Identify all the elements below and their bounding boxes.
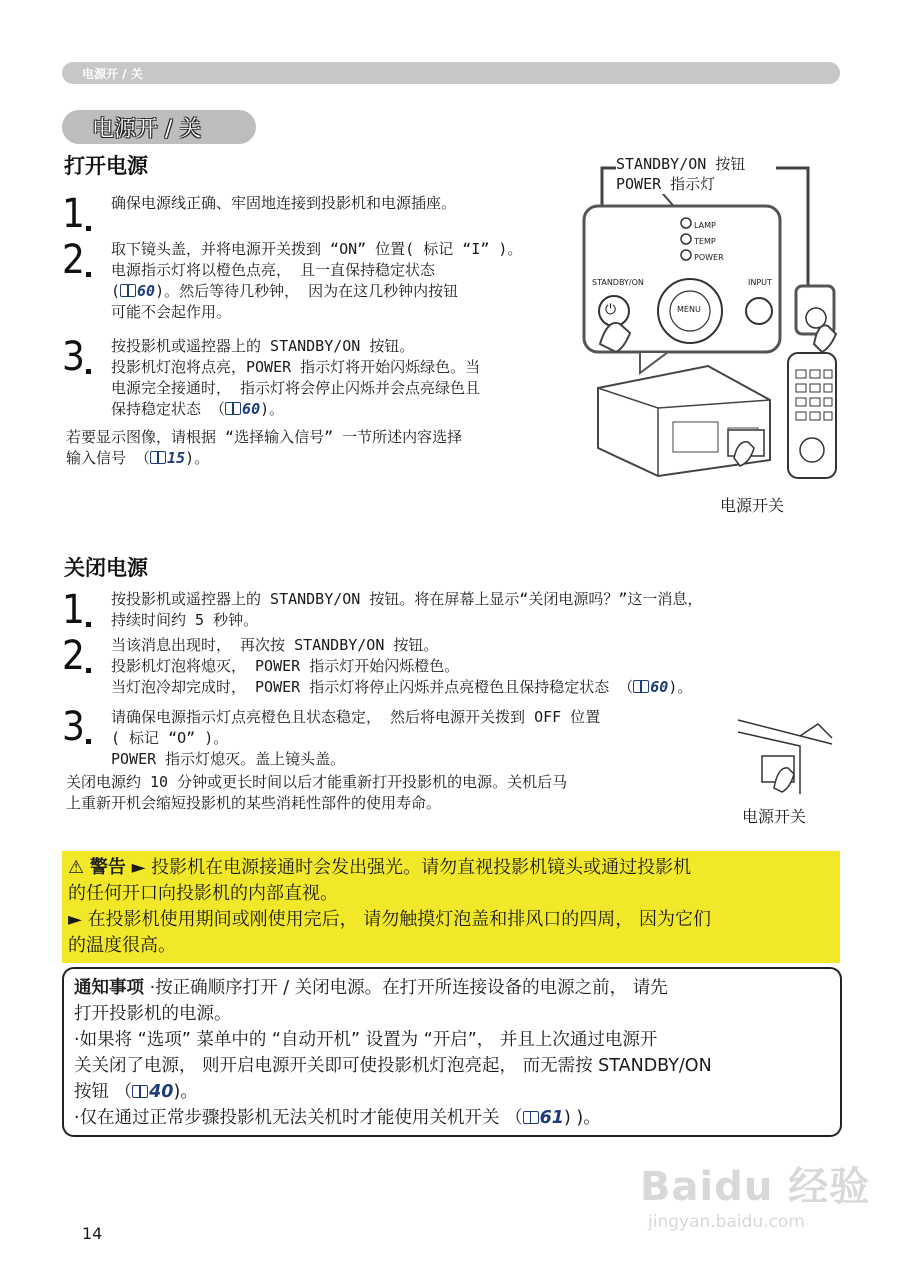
standby-on-label: STANDBY/ON [592,278,644,287]
projector-illustration [578,148,840,518]
warning-label: 警告 [89,857,126,878]
power-off-step-2 [111,635,692,698]
power-on-heading: 打开电源 [64,154,148,178]
step-line: 当该消息出现时， 再次按 STANDBY/ON 按钮。 [111,636,439,654]
step-line: 确保电源线正确、牢固地连接到投影机和电源插座。 [111,194,457,212]
notice-line: ·如果将 “选项” 菜单中的 “自动开机” 设置为 “开启”， 并且上次通过电源开 [74,1030,658,1050]
power-switch-figure [734,714,840,826]
callout-standby-on-button: STANDBY/ON 按钮 [616,155,746,173]
projector-figure [578,148,840,518]
power-off-step-3 [111,707,600,770]
notice-line: 打开投影机的电源。 [74,1004,232,1024]
notice-line-with-ref: 按钮 （ 40)。 [74,1082,198,1102]
step-line: 取下镜头盖，并将电源开关拨到 “ON” 位置( 标记 “I” )。 [111,240,523,258]
page-ref[interactable]: 40 [149,1082,174,1102]
step-number: 3 [62,334,85,380]
step-line: 持续时间约 5 秒钟。 [111,611,259,629]
warning-line: 的任何开口向投影机的内部直视。 [68,883,338,904]
book-icon [120,284,136,297]
step-line: ( 标记 “O” )。 [111,729,229,747]
step-number: 1 [62,191,85,237]
notice-line [74,975,668,1001]
step-line: 按投影机或遥控器上的 STANDBY/ON 按钮。 [111,337,415,355]
book-icon [225,402,241,415]
step-line: 电源完全接通时， 指示灯将会停止闪烁并会点亮绿色且 [111,379,481,397]
step-line: 可能不会起作用。 [111,303,232,321]
step-line: POWER 指示灯熄灭。盖上镜头盖。 [111,750,346,768]
power-switch-caption: 电源开关 [742,807,807,826]
lamp-label: LAMP [694,221,716,230]
page-ref[interactable]: 60 [137,282,156,300]
step-number: 2 [62,237,85,283]
book-icon [633,680,649,693]
running-title: 电源开 / 关 [82,67,143,81]
step-line-with-ref: ( 60)。然后等待几秒钟， 因为在这几秒钟内按钮 [111,282,459,300]
book-icon [132,1085,148,1098]
input-label: INPUT [748,278,772,287]
power-off-note [66,772,567,814]
watermark-brand: Baidu 经验 [640,1164,871,1210]
step-line: 按投影机或遥控器上的 STANDBY/ON 按钮。将在屏幕上显示“关闭电源吗？”这一消息， [111,590,703,608]
warning-icon: ⚠ [68,857,85,878]
page-ref[interactable]: 60 [650,678,669,696]
notice-label: 通知事项 [74,978,144,998]
book-icon [523,1111,539,1124]
step-line: 请确保电源指示灯点亮橙色且状态稳定， 然后将电源开关拨到 OFF 位置 [111,708,601,726]
step-line: 电源指示灯将以橙色点亮， 且一直保持稳定状态 [111,261,436,279]
step-number: 1 [62,587,85,633]
note-line-with-ref: 输入信号 （ 15)。 [66,449,210,467]
book-icon [150,451,166,464]
note-line: 若要显示图像，请根据 “选择输入信号” 一节所述内容选择 [66,428,463,446]
step-line-with-ref: 保持稳定状态 （ 60)。 [111,400,285,418]
page-ref[interactable]: 61 [539,1108,564,1128]
callout-power-indicator: POWER 指示灯 [616,175,716,193]
section-title: 电源开 / 关 [92,117,202,142]
power-on-step-2 [111,239,522,323]
power-switch-illustration [734,714,840,804]
power-on-note [66,427,462,469]
notice-box [62,967,842,1137]
watermark [640,1155,870,1232]
notice-line: 关关闭了电源， 则开启电源开关即可使投影机灯泡亮起， 而无需按 STANDBY/ON [74,1056,712,1076]
notice-line-with-ref: ·仅在通过正常步骤投影机无法关机时才能使用关机开关 （ 61) )。 [74,1108,601,1128]
step-line: 投影机灯泡将熄灭， POWER 指示灯开始闪烁橙色。 [111,657,460,675]
note-line: 关闭电源约 10 分钟或更长时间以后才能重新打开投影机的电源。关机后马 [66,773,568,791]
warning-line: ► 在投影机使用期间或刚使用完后， 请勿触摸灯泡盖和排风口的四周， 因为它们 [68,909,712,930]
power-off-heading: 关闭电源 [64,556,148,580]
step-number: 2 [62,633,85,679]
page-ref[interactable]: 60 [242,400,261,418]
power-label: POWER [694,253,724,262]
warning-line: 的温度很高。 [68,935,176,956]
notice-text: ·按正确顺序打开 / 关闭电源。在打开所连接设备的电源之前， 请先 [149,978,668,998]
section-title-pill [62,110,256,144]
power-icon: ⏻ [605,302,617,318]
menu-label: MENU [677,305,701,314]
indicator-labels [694,218,724,266]
warning-box [62,851,840,963]
warning-line [68,855,691,881]
power-off-step-1 [111,589,702,631]
note-line: 上重新开机会缩短投影机的某些消耗性部件的使用寿命。 [66,794,442,812]
running-header [62,62,840,84]
step-line-with-ref: 当灯泡冷却完成时， POWER 指示灯将停止闪烁并点亮橙色且保持稳定状态 （ 60)。 [111,678,693,696]
page-number: 14 [82,1224,103,1243]
page-ref[interactable]: 15 [167,449,186,467]
power-on-step-3 [111,336,480,420]
figure-callout [616,154,745,194]
warning-text: ► 投影机在电源接通时会发出强光。请勿直视投影机镜头或通过投影机 [131,857,692,878]
watermark-url: jingyan.baidu.com [648,1212,805,1232]
power-on-step-1 [111,193,456,214]
step-number: 3 [62,704,85,750]
temp-label: TEMP [694,237,716,246]
power-switch-caption: 电源开关 [720,496,785,515]
step-line: 投影机灯泡将点亮，POWER 指示灯将开始闪烁绿色。当 [111,358,481,376]
